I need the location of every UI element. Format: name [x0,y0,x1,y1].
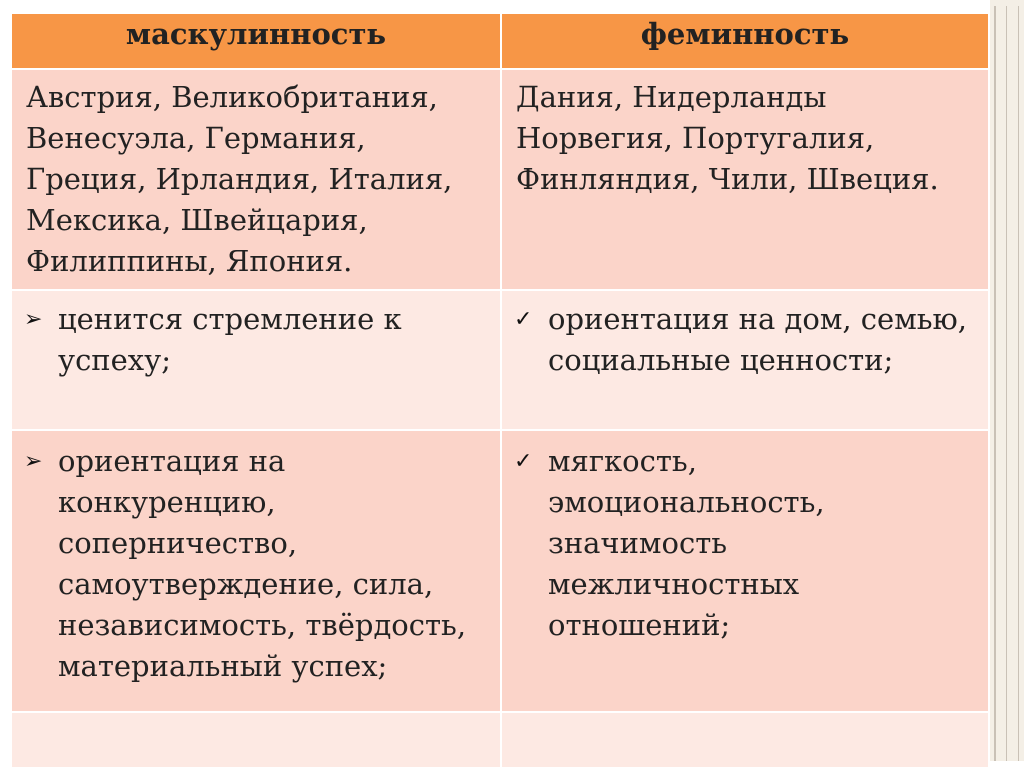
trait-text: ориентация на конкуренцию, соперничество, самоутверждение, сила, независимость, твёрдость, материальный успех; [58,444,467,683]
checkmark-bullet-icon: ✓ [514,449,533,474]
table-row [11,430,989,712]
table-row-empty [11,712,989,768]
countries-feminine: Дания, Нидерланды Норвегия, Португалия, Финляндия, Чили, Швеция. [501,69,989,290]
checkmark-bullet-icon: ✓ [514,307,533,332]
arrow-bullet-icon: ➢ [24,449,43,474]
slide-frame-right [990,0,1024,767]
table-row [11,69,989,290]
table-row [11,290,989,430]
trait-text: ценится стремление к успеху; [58,302,402,377]
trait-cell-feminine [501,290,989,430]
header-masculinity: маскулинность [11,13,501,69]
countries-masculine: Австрия, Великобритания, Венесуэла, Германия, Греция, Ирландия, Италия, Мексика, Швейцария, Филиппины, Япония. [11,69,501,290]
trait-cell-feminine [501,430,989,712]
comparison-table [10,12,990,769]
slide-frame-top [0,0,1024,6]
trait-cell-masculine [11,290,501,430]
empty-cell [11,712,501,768]
trait-text: ориентация на дом, семью, социальные ценности; [548,302,968,377]
table-header-row [11,13,989,69]
trait-text: мягкость, эмоциональность, значимость межличностных отношений; [548,444,825,642]
trait-cell-masculine [11,430,501,712]
empty-cell [501,712,989,768]
arrow-bullet-icon: ➢ [24,307,43,332]
header-femininity: феминность [501,13,989,69]
